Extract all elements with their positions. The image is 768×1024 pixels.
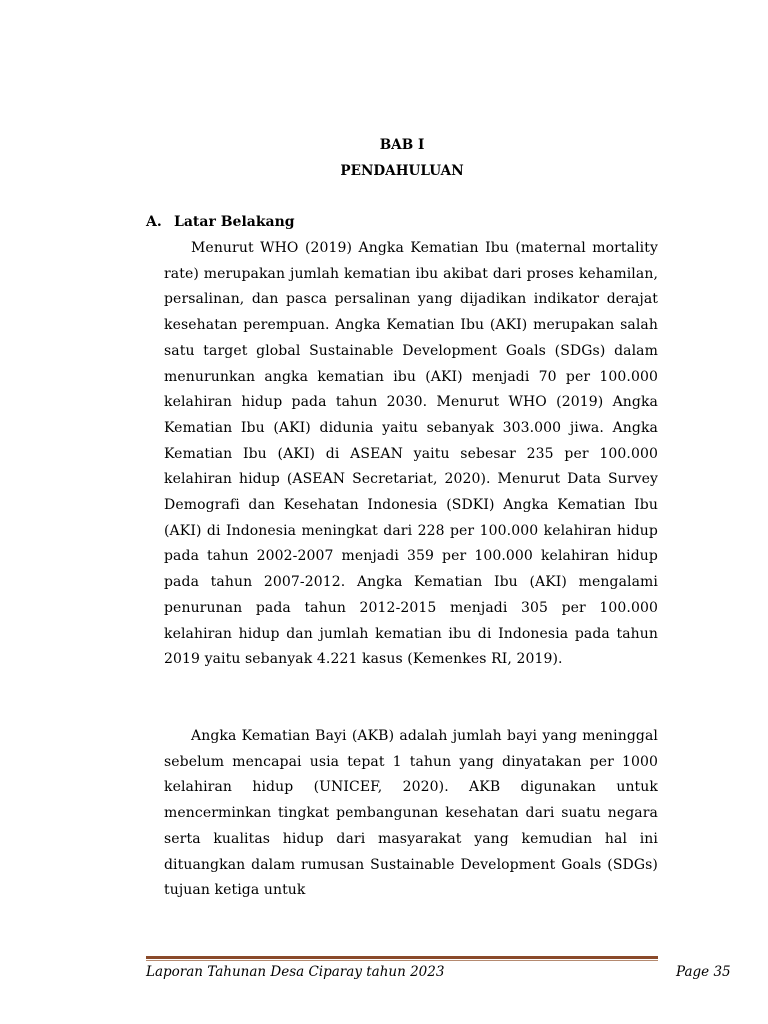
paragraph-text: Angka Kematian Bayi (AKB) adalah jumlah bayi yang meninggal sebelum mencapai usia tepat 1 tahun yang dinyatakan per 1000 kelahiran hidup (UNICEF, 2020). AKB digunakan untuk mencerminkan tingkat pembangunan kesehatan dari suatu negara serta kualitas hidup dari masyarakat yang kemudian hal ini dituangkan dalam rumusan Sustainable Development Goals (SDGs) tujuan ketiga untuk <box>164 728 658 899</box>
footer-report-title: Laporan Tahunan Desa Ciparay tahun 2023 <box>146 964 445 980</box>
footer-rule-thin <box>146 960 658 961</box>
body-paragraph-2 <box>164 724 658 904</box>
chapter-number: BAB I <box>379 137 425 153</box>
footer-rule-thick <box>146 956 658 959</box>
page-number: Page 35 <box>676 964 731 980</box>
section-title: Latar Belakang <box>174 214 295 230</box>
section-letter: A. <box>146 214 162 230</box>
paragraph-text: Menurut WHO (2019) Angka Kematian Ibu (maternal mortality rate) merupakan jumlah kematian ibu akibat dari proses kehamilan, persalinan, dan pasca persalinan yang dijadikan indikator derajat kesehatan perempuan. Angka Kematian Ibu (AKI) merupakan salah satu target global Sustainable Development Goals (SDGs) dalam menurunkan angka kematian ibu (AKI) menjadi 70 per 100.000 kelahiran hidup pada tahun 2030. Menurut WHO (2019) Angka Kematian Ibu (AKI) didunia yaitu sebanyak 303.000 jiwa. Angka Kematian Ibu (AKI) di ASEAN yaitu sebesar 235 per 100.000 kelahiran hidup (ASEAN Secretariat, 2020). Menurut Data Survey Demografi dan Kesehatan Indonesia (SDKI) Angka Kematian Ibu (AKI) di Indonesia meningkat dari 228 per 100.000 kelahiran hidup pada tahun 2002-2007 menjadi 359 per 100.000 kelahiran hidup pada tahun 2007-2012. Angka Kematian Ibu (AKI) mengalami penurunan pada tahun 2012-2015 menjadi 305 per 100.000 kelahiran hidup dan jumlah kematian ibu di Indonesia pada tahun 2019 yaitu sebanyak 4.221 kasus (Kemenkes RI, 2019). <box>164 240 658 668</box>
section-heading <box>146 214 295 230</box>
chapter-title: PENDAHULUAN <box>340 163 464 179</box>
body-paragraph-1 <box>164 236 658 673</box>
